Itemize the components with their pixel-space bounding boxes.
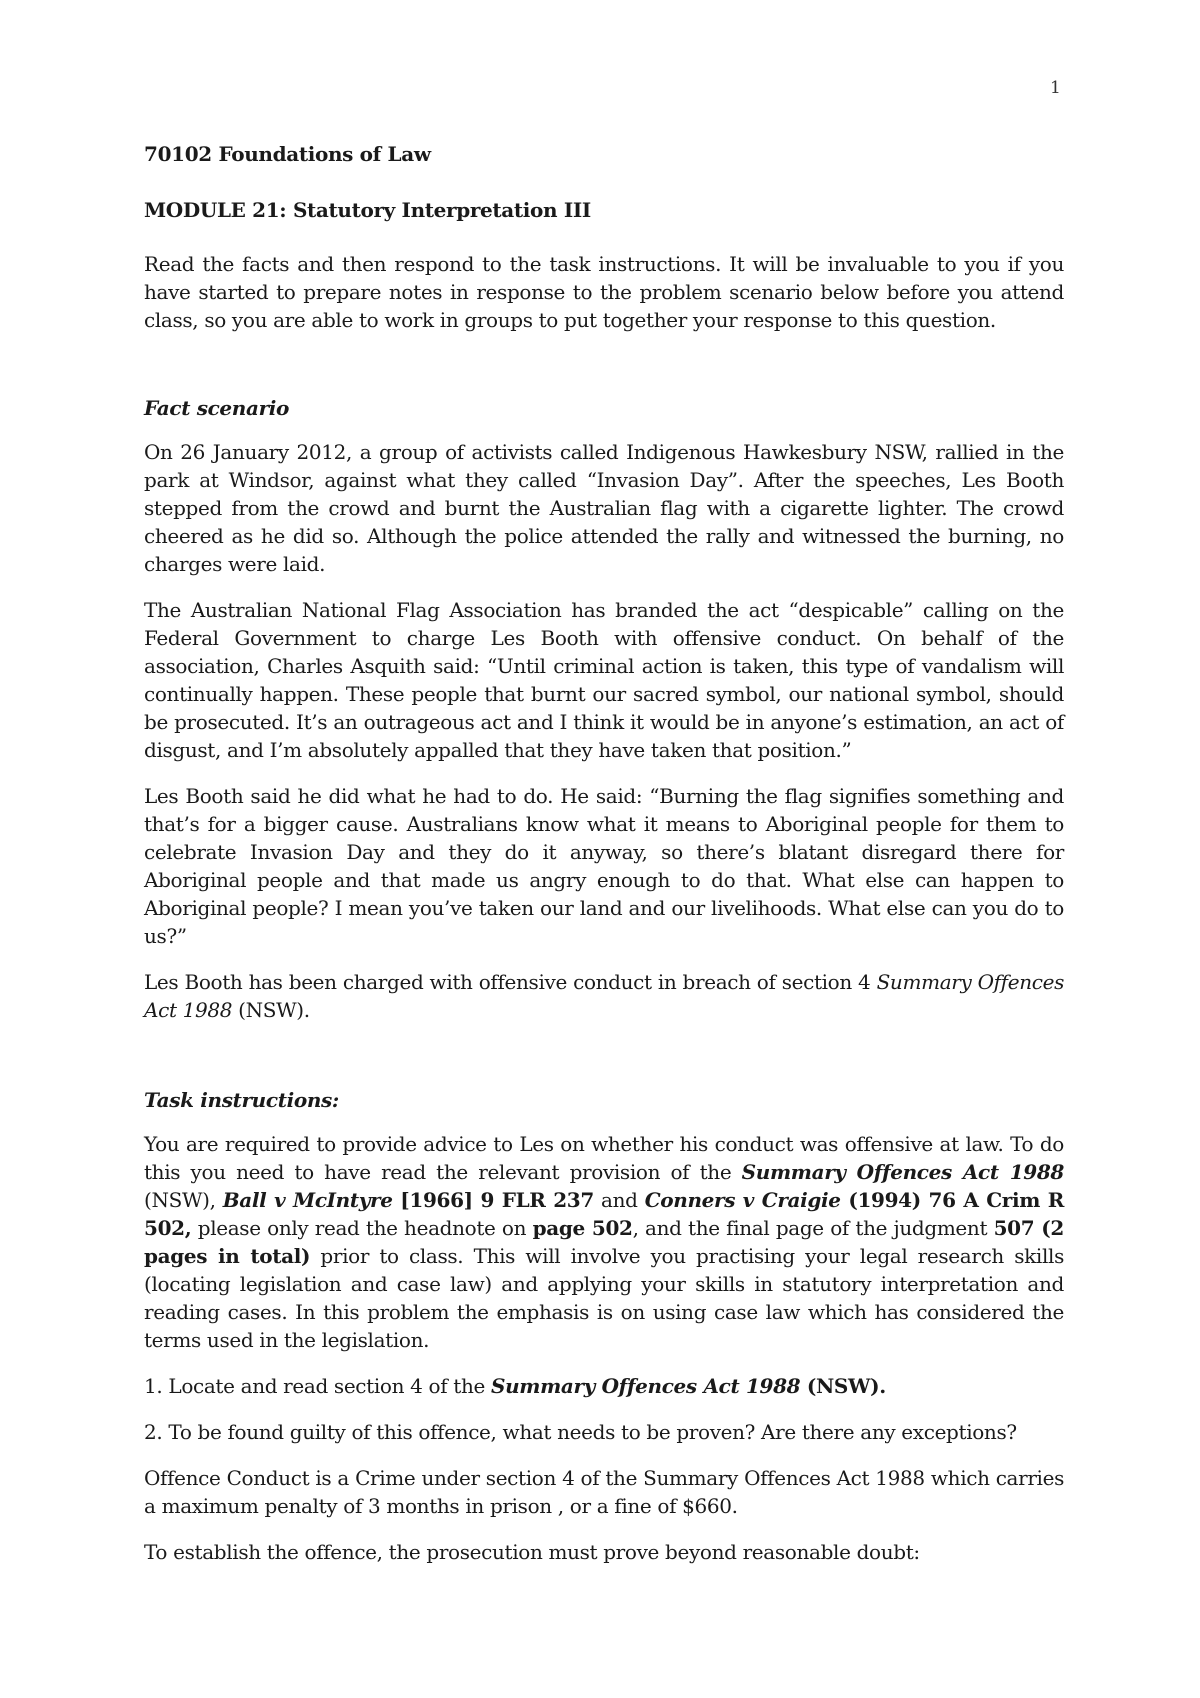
text: (NSW).: [800, 1374, 886, 1398]
intro-paragraph: Read the facts and then respond to the task instructions. It will be invaluable to you if you have started to prepare notes in response to the problem scenario below before you attend class, so you are able to work in groups to put together your response to this question.: [144, 252, 1064, 332]
page-ref-507: 507 (2 pages in total): [144, 1216, 1064, 1268]
text: (NSW),: [144, 1188, 223, 1212]
act-title: Summary Offences Act 1988: [490, 1374, 801, 1398]
text: prior to class. This will involve you practising your legal research skills (locating legislation and case law) and applying your skills in statutory interpretation and reading cases. In this problem the emphasis is on using case law which has considered the terms used in the legislation.: [144, 1244, 1064, 1352]
fact-paragraph-2: The Australian National Flag Association has branded the act “despicable” calling on the Federal Government to charge Les Booth with offensive conduct. On behalf of the association, Charles Asquith said: “Until criminal action is taken, this type of vandalism will continually happen. These people that burnt our sacred symbol, our national symbol, should be prosecuted. It’s an outrageous act and I think it would be in anyone’s estimation, an act of disgust, and I’m absolutely appalled that they have taken that position.”: [144, 598, 1064, 762]
text: , and the final page of the judgment: [632, 1216, 994, 1240]
course-title: 70102 Foundations of Law: [144, 142, 431, 166]
act-title: Summary Offences Act 1988: [144, 970, 1064, 1022]
citation-conners: (1994) 76 A Crim R 502,: [144, 1188, 1065, 1240]
act-title: Summary Offences Act 1988: [741, 1160, 1064, 1184]
citation-ball: [1966] 9 FLR 237: [392, 1188, 594, 1212]
text: Les Booth has been charged with offensive conduct in breach of section 4: [144, 970, 877, 994]
answer-paragraph-2: To establish the offence, the prosecution must prove beyond reasonable doubt:: [144, 1540, 920, 1564]
question-1: [144, 1372, 1064, 1400]
text: and: [593, 1188, 645, 1212]
text: You are required to provide advice to Les on whether his conduct was offensive at law. To do this you need to have read the relevant provision of the: [144, 1132, 1064, 1184]
text: please only read the headnote on: [191, 1216, 533, 1240]
text: 1. Locate and read section 4 of the: [144, 1374, 491, 1398]
fact-paragraph-3: Les Booth said he did what he had to do. He said: “Burning the flag signifies something and that’s for a bigger cause. Australians know what it means to Aboriginal people for them to celebrate Invasion Day and they do it anyway, so there’s blatant disregard there for Aboriginal people and that made us angry enough to do that. What else can happen to Aboriginal people? I mean you’ve taken our land and our livelihoods. What else can you do to us?”: [144, 784, 1064, 948]
answer-paragraph-1: Offence Conduct is a Crime under section 4 of the Summary Offences Act 1988 which carries a maximum penalty of 3 months in prison , or a fine of $660.: [144, 1466, 1064, 1518]
text: (NSW).: [232, 998, 310, 1022]
case-name-ball: Ball v McIntyre: [222, 1188, 393, 1212]
fact-scenario-heading: Fact scenario: [144, 396, 290, 420]
task-paragraph-1: [144, 1130, 1064, 1354]
fact-paragraph-4: [144, 968, 1064, 1024]
task-instructions-heading: Task instructions:: [144, 1088, 339, 1112]
page-ref-502: page 502: [532, 1216, 633, 1240]
fact-paragraph-1: On 26 January 2012, a group of activists called Indigenous Hawkesbury NSW, rallied in the park at Windsor, against what they called “Invasion Day”. After the speeches, Les Booth stepped from the crowd and burnt the Australian flag with a cigarette lighter. The crowd cheered as he did so. Although the police attended the rally and witnessed the burning, no charges were laid.: [144, 440, 1064, 576]
document-body: [144, 140, 1064, 1584]
module-title: MODULE 21: Statutory Interpretation III: [144, 198, 591, 222]
question-2: 2. To be found guilty of this offence, what needs to be proven? Are there any exceptions?: [144, 1420, 1017, 1444]
case-name-conners: Conners v Craigie: [644, 1188, 841, 1212]
page-number: 1: [1050, 78, 1061, 98]
